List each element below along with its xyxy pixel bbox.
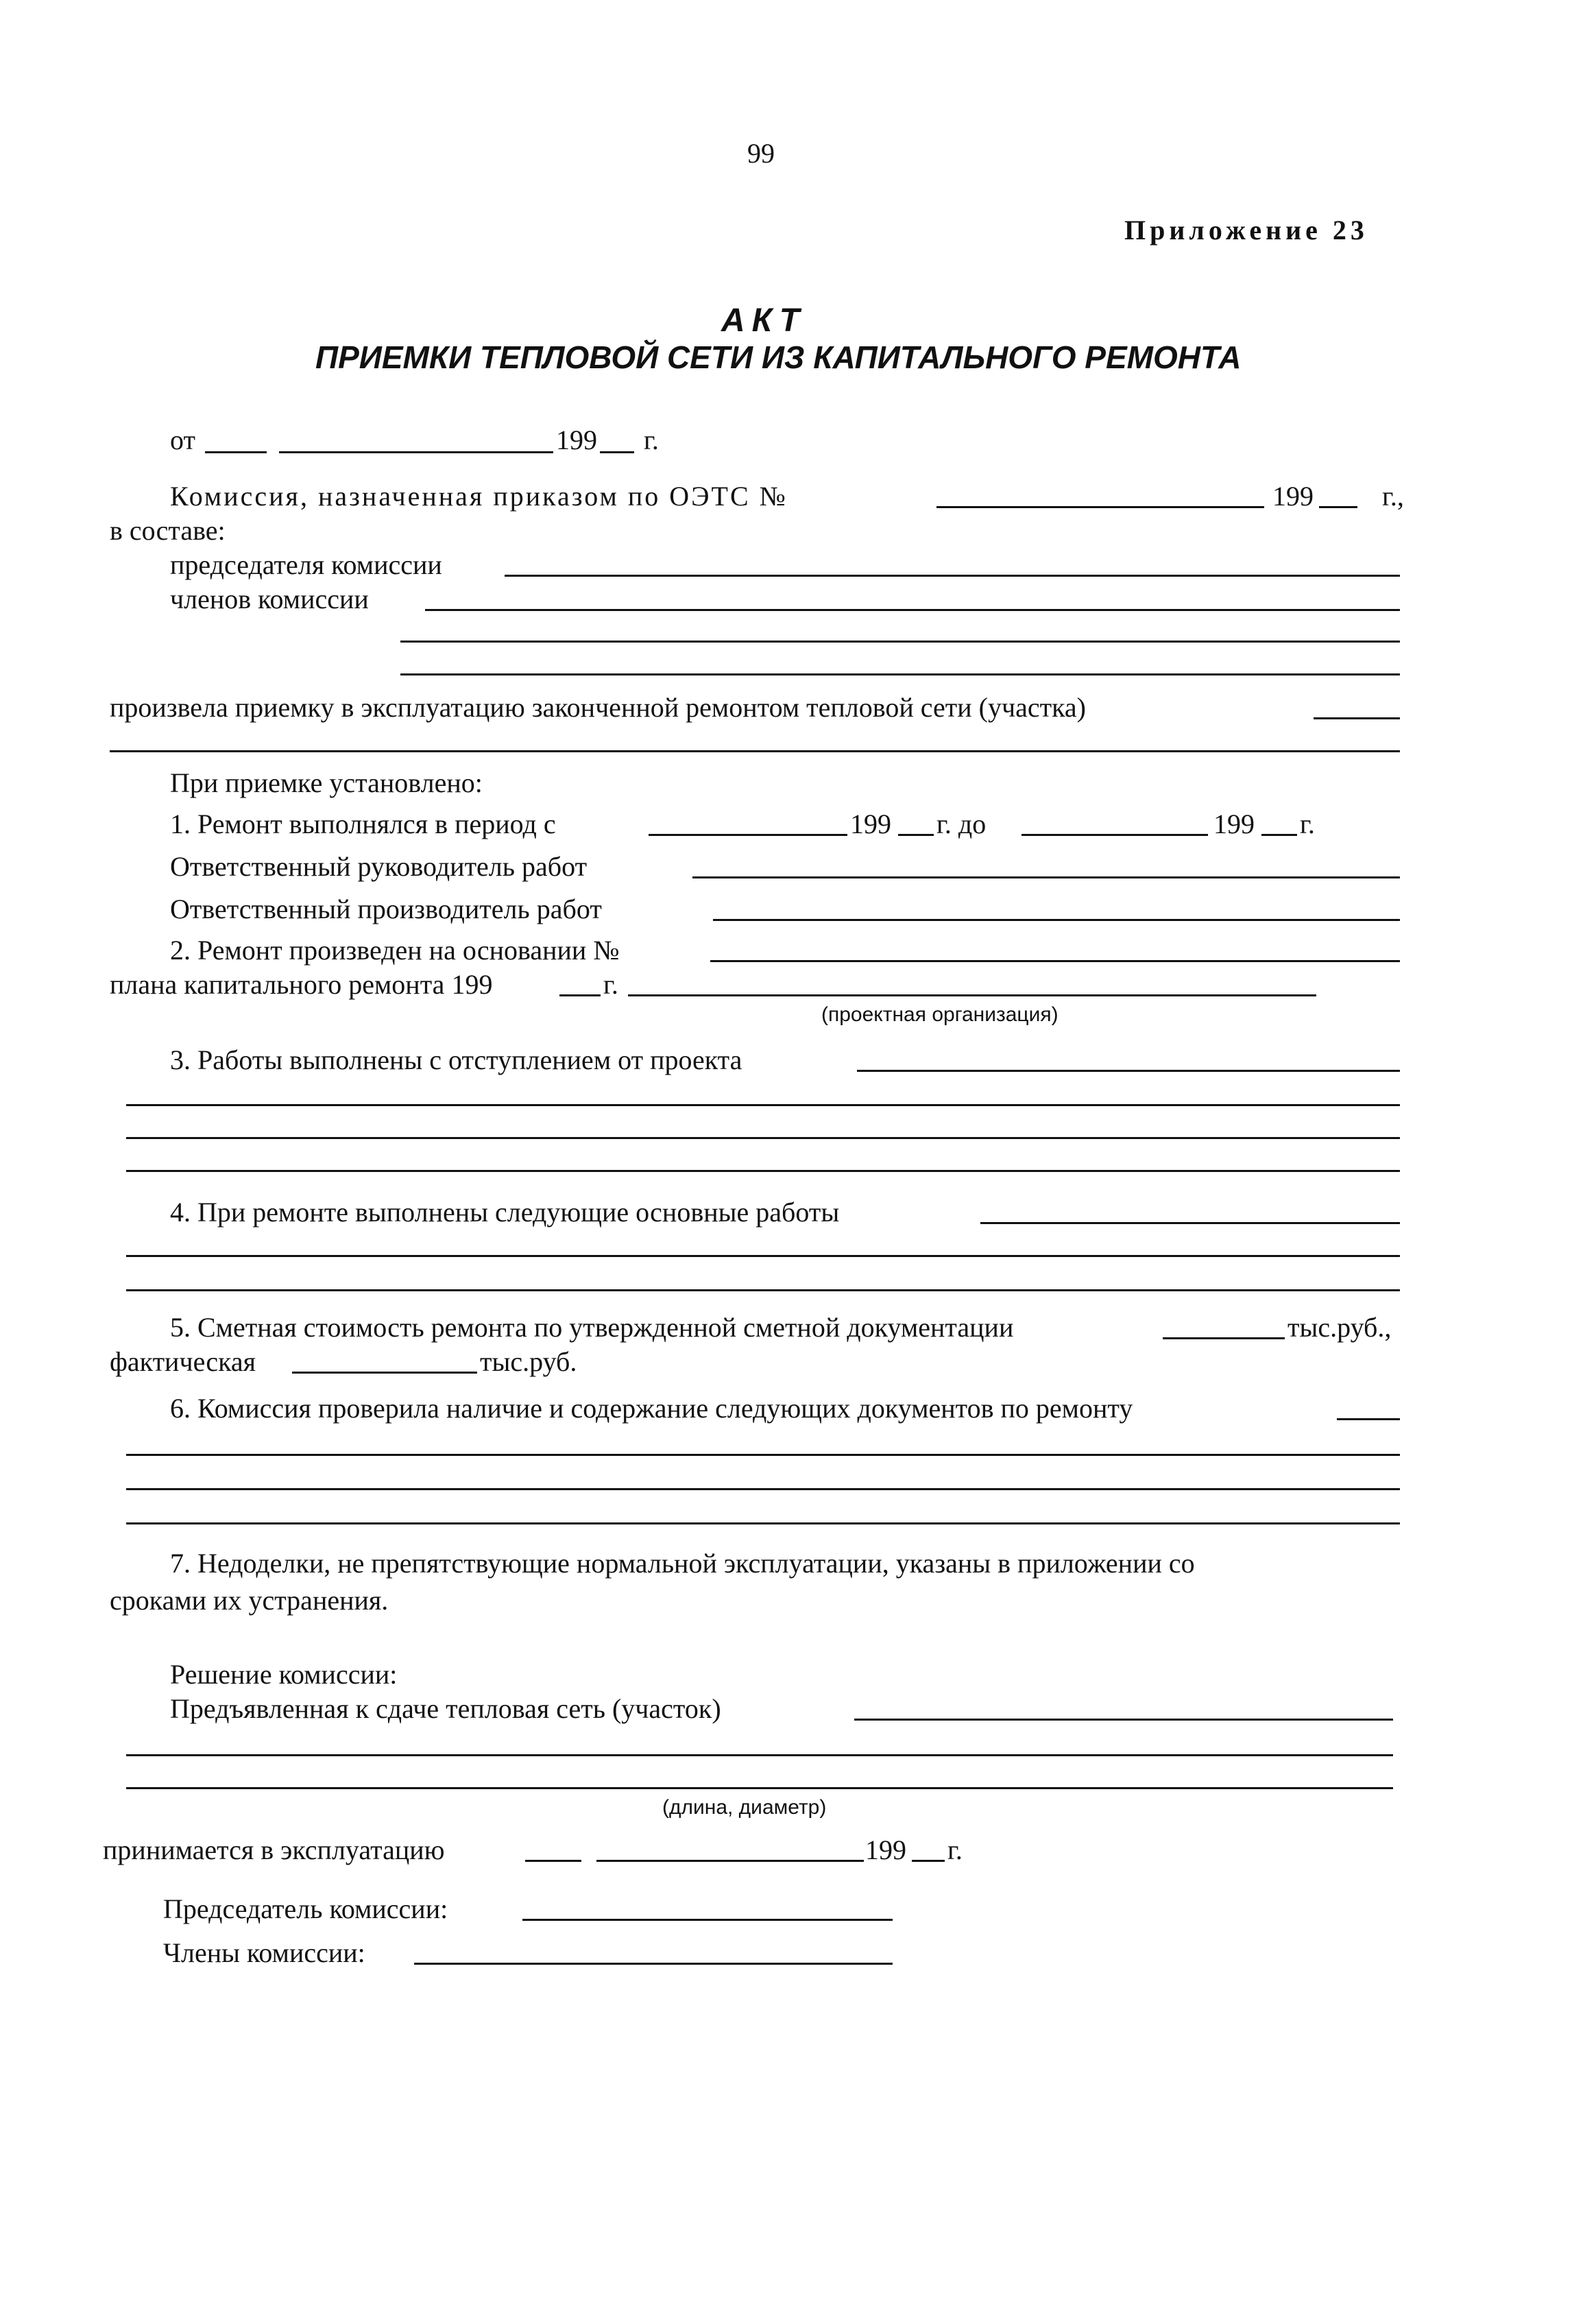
- chairman-field[interactable]: [505, 575, 1400, 577]
- item5-unit: тыс.руб.,: [1287, 1312, 1392, 1343]
- deviation-field-2[interactable]: [126, 1104, 1400, 1106]
- estimate-cost-field[interactable]: [1163, 1337, 1285, 1339]
- date-month-field[interactable]: [279, 451, 553, 453]
- item7-label-cont: сроками их устранения.: [110, 1585, 389, 1616]
- item1-year: 199: [850, 809, 891, 839]
- item6-label: 6. Комиссия проверила наличие и содержание следующих документов по ремонту: [170, 1393, 1133, 1424]
- item1-year2: 199: [1213, 809, 1255, 839]
- deviation-field-4[interactable]: [126, 1170, 1400, 1172]
- item7-label: 7. Недоделки, не препятствующие нормальной эксплуатации, указаны в приложении со: [170, 1548, 1195, 1579]
- year-g-label: г.: [643, 424, 659, 455]
- taken-month-field[interactable]: [596, 1860, 864, 1862]
- item1-g: г.: [1300, 809, 1315, 839]
- plan-label: плана капитального ремонта 199: [110, 969, 493, 1000]
- members-field-2[interactable]: [400, 641, 1400, 643]
- taken-year-field[interactable]: [912, 1860, 945, 1862]
- actual-cost-field[interactable]: [292, 1372, 477, 1374]
- taken-day-field[interactable]: [525, 1860, 581, 1862]
- deviation-field-3[interactable]: [126, 1137, 1400, 1139]
- item1-to: г. до: [936, 809, 987, 839]
- members-field-3[interactable]: [400, 673, 1400, 675]
- taken-g: г.: [947, 1834, 963, 1865]
- basis-number-field[interactable]: [710, 960, 1400, 962]
- composition-label: в составе:: [110, 515, 226, 546]
- item3-label: 3. Работы выполнены с отступлением от проекта: [170, 1044, 742, 1075]
- works-field-1[interactable]: [980, 1222, 1400, 1224]
- commission-year-field[interactable]: [1319, 506, 1357, 508]
- actual-unit: тыс.руб.: [480, 1346, 577, 1377]
- length-diameter-caption: (длина, диаметр): [662, 1796, 827, 1819]
- year-label: 199: [555, 424, 597, 455]
- resp-producer-label: Ответственный производитель работ: [170, 894, 602, 924]
- resp-producer-field[interactable]: [713, 919, 1400, 921]
- period-end-field[interactable]: [1021, 834, 1208, 836]
- item2-label: 2. Ремонт произведен на основании №: [170, 935, 620, 966]
- design-org-field[interactable]: [628, 994, 1316, 996]
- section-field-1[interactable]: [1314, 717, 1400, 719]
- period-start-year-field[interactable]: [898, 834, 934, 836]
- item5-label: 5. Сметная стоимость ремонта по утвержденной сметной документации: [170, 1312, 1014, 1343]
- taken-year: 199: [865, 1834, 906, 1865]
- document-title: АКТ: [721, 302, 807, 339]
- item1-label: 1. Ремонт выполнялся в период с: [170, 809, 556, 839]
- order-number-field[interactable]: [936, 506, 1264, 508]
- deviation-field-1[interactable]: [857, 1070, 1400, 1072]
- commission-year: 199: [1272, 481, 1314, 512]
- commission-label: Комиссия, назначенная приказом по ОЭТС №: [170, 481, 788, 512]
- presented-field-1[interactable]: [854, 1719, 1393, 1721]
- presented-field-3[interactable]: [126, 1787, 1393, 1789]
- year-suffix-field[interactable]: [600, 451, 634, 453]
- plan-year-field[interactable]: [559, 994, 601, 996]
- item4-label: 4. При ремонте выполнены следующие основные работы: [170, 1197, 840, 1228]
- period-end-year-field[interactable]: [1261, 834, 1297, 836]
- appendix-label: Приложение 23: [1124, 215, 1368, 246]
- presented-field-2[interactable]: [126, 1754, 1393, 1756]
- date-line: [170, 424, 659, 457]
- commission-g: г.,: [1382, 481, 1404, 512]
- presented-label: Предъявленная к сдаче тепловая сеть (участок): [170, 1693, 721, 1724]
- page-number: 99: [747, 138, 775, 169]
- date-from-label: от: [170, 424, 195, 455]
- sig-chair-label: Председатель комиссии:: [163, 1893, 448, 1924]
- sig-chair-field[interactable]: [522, 1919, 893, 1921]
- period-start-field[interactable]: [649, 834, 847, 836]
- established-label: При приемке установлено:: [170, 767, 483, 798]
- documents-field-2[interactable]: [126, 1454, 1400, 1456]
- chairman-label: председателя комиссии: [170, 549, 442, 580]
- document-subtitle: ПРИЕМКИ ТЕПЛОВОЙ СЕТИ ИЗ КАПИТАЛЬНОГО РЕМОНТА: [315, 339, 1242, 375]
- works-field-2[interactable]: [126, 1255, 1400, 1257]
- accepted-label: произвела приемку в эксплуатацию законченной ремонтом тепловой сети (участка): [110, 692, 1086, 723]
- plan-g: г.: [603, 969, 618, 1000]
- sig-members-field[interactable]: [414, 1963, 893, 1965]
- members-label: членов комиссии: [170, 584, 369, 614]
- design-org-caption: (проектная организация): [821, 1003, 1059, 1026]
- actual-label: фактическая: [110, 1346, 256, 1377]
- sig-members-label: Члены комиссии:: [163, 1937, 365, 1968]
- date-day-field[interactable]: [205, 451, 267, 453]
- resp-manager-field[interactable]: [692, 876, 1400, 878]
- decision-label: Решение комиссии:: [170, 1659, 398, 1690]
- members-field-1[interactable]: [425, 609, 1400, 611]
- resp-manager-label: Ответственный руководитель работ: [170, 851, 588, 882]
- section-field-2[interactable]: [110, 750, 1400, 752]
- taken-label: принимается в эксплуатацию: [103, 1834, 445, 1865]
- documents-field-3[interactable]: [126, 1488, 1400, 1490]
- works-field-3[interactable]: [126, 1289, 1400, 1291]
- documents-field-1[interactable]: [1337, 1418, 1400, 1420]
- documents-field-4[interactable]: [126, 1522, 1400, 1524]
